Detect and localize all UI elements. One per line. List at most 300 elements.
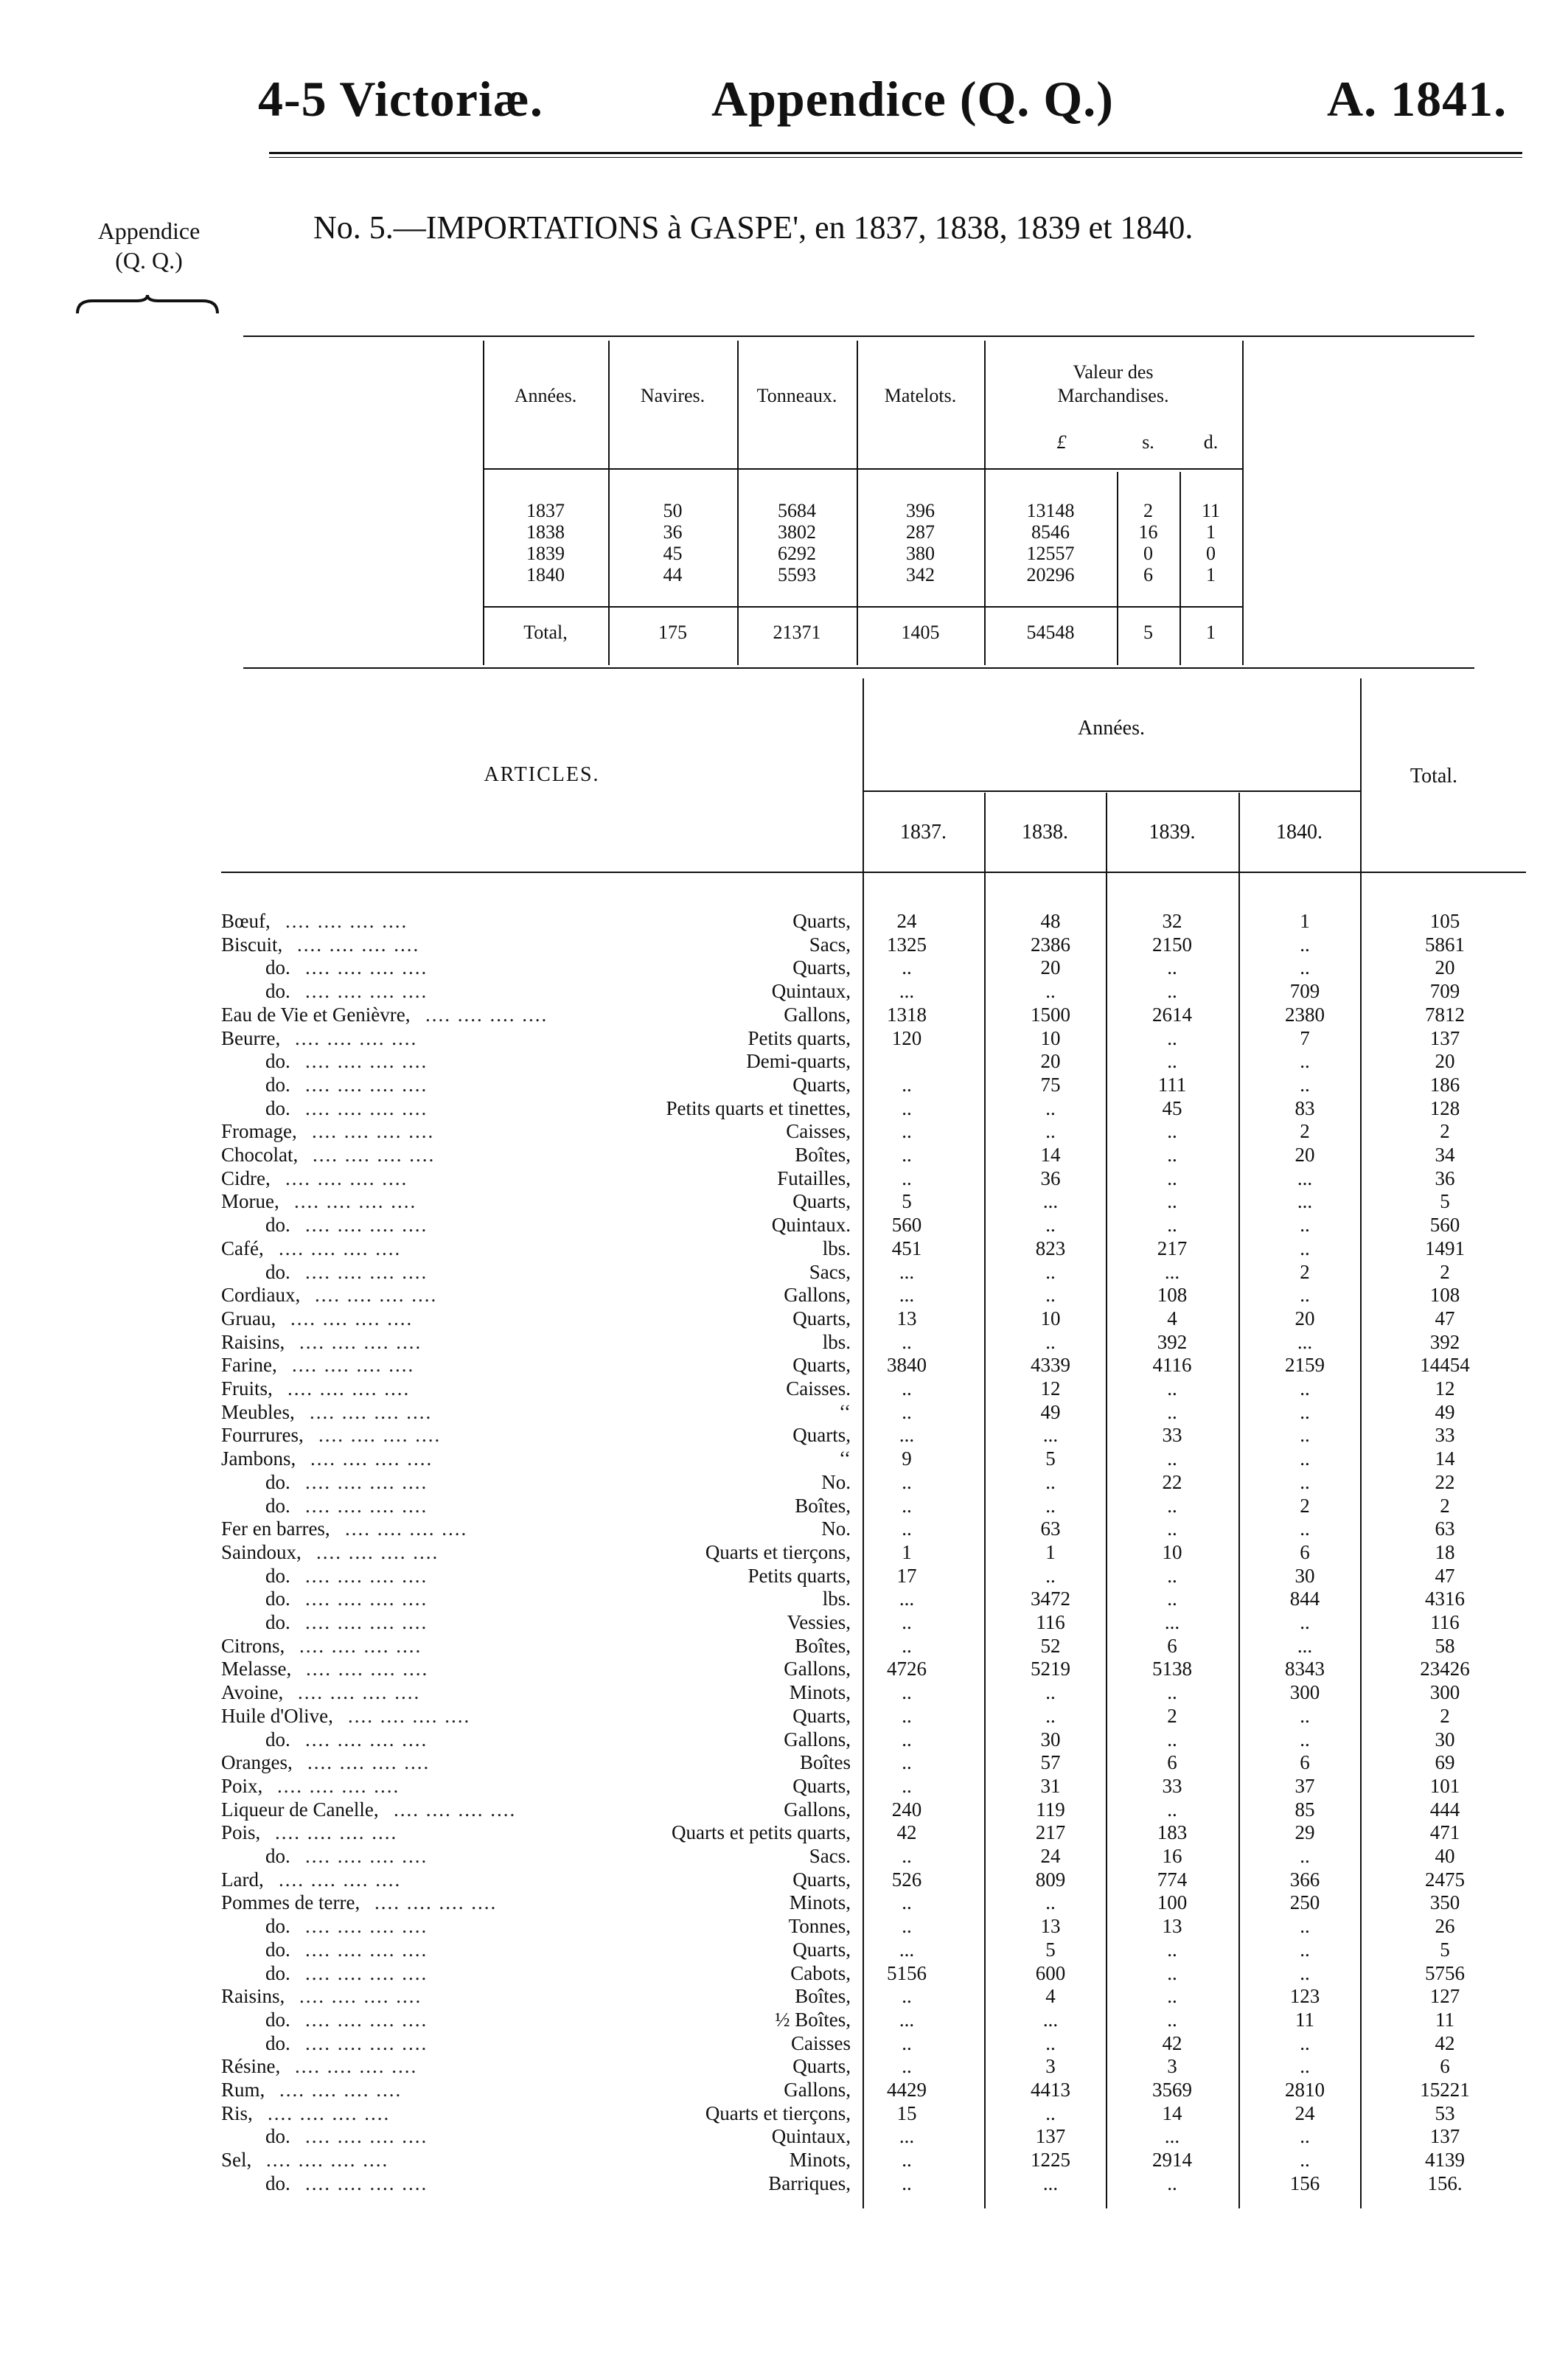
value-total: 2475 <box>1425 1868 1465 1891</box>
leader-dots: .... .... .... .... <box>305 1611 428 1633</box>
article-unit: Minots, <box>789 1681 851 1704</box>
article-unit: ‘‘ <box>839 1400 851 1423</box>
value-1840: ... <box>1297 1167 1313 1189</box>
leader-dots: .... .... .... .... <box>374 1891 498 1914</box>
article-unit: No. <box>821 1517 851 1540</box>
value-1839: 217 <box>1157 1237 1188 1259</box>
value-1840: 20 <box>1295 1144 1315 1166</box>
summary-pence: 11 <box>1201 500 1221 521</box>
value-1837: 1318 <box>887 1003 927 1026</box>
article-unit: Quarts, <box>792 910 851 932</box>
col-annees: Années. <box>514 385 577 406</box>
table-row <box>0 1400 1568 1424</box>
table-row <box>0 1798 1568 1821</box>
leader-dots: .... .... .... .... <box>305 1915 428 1938</box>
summary-total-shillings: 5 <box>1143 622 1153 643</box>
value-total: 12 <box>1435 1377 1455 1400</box>
value-1838: 5219 <box>1031 1658 1070 1680</box>
leader-dots: .... .... .... .... <box>288 1377 411 1400</box>
value-total: 7812 <box>1425 1003 1465 1026</box>
summary-pence: 1 <box>1206 521 1216 543</box>
leader-dots: .... .... .... .... <box>299 1634 422 1657</box>
value-1840: 30 <box>1295 1564 1315 1587</box>
value-1839: 4 <box>1167 1307 1177 1329</box>
value-total: 101 <box>1429 1774 1460 1797</box>
article-unit: Quarts, <box>792 1424 851 1447</box>
article-name: Bœuf, <box>221 910 271 932</box>
article-name: Chocolat, <box>221 1144 299 1166</box>
header-rule <box>269 152 1522 154</box>
value-total: 14 <box>1435 1447 1455 1470</box>
value-1840: 2810 <box>1285 2079 1325 2101</box>
table-row <box>0 1680 1568 1704</box>
table-row <box>0 1307 1568 1330</box>
article-unit: Quarts, <box>792 2055 851 2078</box>
value-1839: 183 <box>1157 1821 1188 1844</box>
summary-bottom-rule <box>243 667 1474 669</box>
value-1837: .. <box>902 1494 912 1517</box>
value-total: 22 <box>1435 1470 1455 1493</box>
value-1837: ... <box>899 1260 915 1283</box>
value-1839: .. <box>1167 1728 1177 1751</box>
leader-dots: .... .... .... .... <box>316 1540 439 1563</box>
table-row <box>0 1377 1568 1400</box>
value-1838: 52 <box>1040 1634 1061 1657</box>
value-1839: .. <box>1167 1377 1177 1400</box>
article-name: Liqueur de Canelle, <box>221 1798 379 1821</box>
value-total: 444 <box>1429 1798 1460 1821</box>
leader-dots: .... .... .... .... <box>290 1307 414 1329</box>
value-1837: .. <box>902 2172 912 2194</box>
value-1837: .. <box>902 1330 912 1353</box>
value-total: 47 <box>1435 1307 1455 1329</box>
value-1840: 6 <box>1300 1540 1310 1563</box>
value-1840: .. <box>1300 1237 1310 1259</box>
year-1837: 1837. <box>900 821 947 844</box>
table-row <box>0 2031 1568 2055</box>
article-name: Meubles, <box>221 1400 295 1423</box>
value-1837: .. <box>902 1681 912 1704</box>
value-total: 36 <box>1435 1167 1455 1189</box>
value-1840: ... <box>1297 1330 1313 1353</box>
value-1839: .. <box>1167 2008 1177 2031</box>
col-shillings: s. <box>1142 431 1154 453</box>
value-1839: 111 <box>1157 1073 1187 1096</box>
value-1837: .. <box>902 1751 912 1774</box>
value-1839: 392 <box>1157 1330 1188 1353</box>
table-row <box>0 2078 1568 2101</box>
value-1840: 2 <box>1300 1120 1310 1143</box>
value-1839: .. <box>1167 1447 1177 1470</box>
summary-year: 1838 <box>526 521 565 543</box>
value-total: 15221 <box>1420 2079 1470 2101</box>
value-1838: 823 <box>1035 1237 1066 1259</box>
table-row <box>0 1610 1568 1634</box>
value-1837: .. <box>902 1845 912 1867</box>
value-1838: 5 <box>1045 1447 1056 1470</box>
table-row <box>0 1704 1568 1728</box>
value-1837: 3840 <box>887 1354 927 1377</box>
leader-dots: .... .... .... .... <box>299 1985 422 2008</box>
value-1840: 2159 <box>1285 1354 1325 1377</box>
value-1838: 49 <box>1040 1400 1061 1423</box>
value-total: 6 <box>1440 2055 1450 2078</box>
article-name: Raisins, <box>221 1985 285 2008</box>
value-1840: .. <box>1300 1915 1310 1938</box>
value-1837: 1325 <box>887 933 927 956</box>
article-unit: Sacs. <box>809 1845 851 1867</box>
summary-vline <box>1242 341 1244 665</box>
article-name: Ris, <box>221 2101 253 2124</box>
article-unit: Petits quarts, <box>748 1564 851 1587</box>
value-1839: 10 <box>1162 1540 1182 1563</box>
value-1837: .. <box>902 1470 912 1493</box>
article-unit: Quarts, <box>792 1190 851 1213</box>
value-1840: .. <box>1300 1377 1310 1400</box>
table-row <box>0 1728 1568 1751</box>
article-name: Pois, <box>221 1821 261 1844</box>
value-1839: .. <box>1167 1050 1177 1073</box>
col-navires: Navires. <box>640 385 705 406</box>
leader-dots: .... .... .... .... <box>305 1260 428 1283</box>
article-unit: Gallons, <box>784 1658 851 1680</box>
value-1839: 3 <box>1167 2055 1177 2078</box>
article-unit: Caisses, <box>786 1120 851 1143</box>
article-name: do. <box>265 1845 290 1867</box>
summary-ships: 36 <box>663 521 683 543</box>
article-unit: No. <box>821 1470 851 1493</box>
value-1838: 20 <box>1040 1050 1061 1073</box>
value-1839: 2914 <box>1152 2149 1192 2172</box>
value-1840: .. <box>1300 1938 1310 1961</box>
value-1838: .. <box>1045 1891 1056 1914</box>
page-title: No. 5.—IMPORTATIONS à GASPE', en 1837, 1838, 1839 et 1840. <box>313 209 1194 246</box>
value-1839: 42 <box>1162 2031 1182 2054</box>
article-unit: Quarts et tierçons, <box>705 2101 851 2124</box>
table-row <box>0 1494 1568 1517</box>
value-1839: 16 <box>1162 1845 1182 1867</box>
value-1839: .. <box>1167 1985 1177 2008</box>
leader-dots: .... .... .... .... <box>305 1845 428 1867</box>
leader-dots: .... .... .... .... <box>305 2031 428 2054</box>
article-name: Lard, <box>221 1868 264 1891</box>
value-1838: .. <box>1045 2101 1056 2124</box>
article-name: do. <box>265 2008 290 2031</box>
value-total: 5861 <box>1425 933 1465 956</box>
value-total: 23426 <box>1420 1658 1470 1680</box>
leader-dots: .... .... .... .... <box>305 1073 428 1096</box>
value-1840: 8343 <box>1285 1658 1325 1680</box>
table-row <box>0 1353 1568 1377</box>
summary-sailors: 396 <box>906 500 935 521</box>
table-row <box>0 2054 1568 2078</box>
article-unit: Gallons, <box>784 1798 851 1821</box>
value-1839: 2614 <box>1152 1003 1192 1026</box>
value-1840: .. <box>1300 1728 1310 1751</box>
value-1837: .. <box>902 2055 912 2078</box>
value-total: 42 <box>1435 2031 1455 2054</box>
value-1837: 24 <box>896 910 917 932</box>
summary-total-pounds: 54548 <box>1026 622 1075 643</box>
value-1840: .. <box>1300 1470 1310 1493</box>
table-row <box>0 1237 1568 1260</box>
value-1837: .. <box>902 1144 912 1166</box>
table-row <box>0 1564 1568 1588</box>
value-1838: .. <box>1045 1120 1056 1143</box>
summary-pence: 1 <box>1206 564 1216 585</box>
value-total: 49 <box>1435 1400 1455 1423</box>
article-unit: Barriques, <box>768 2172 851 2194</box>
value-1840: 2380 <box>1285 1003 1325 1026</box>
leader-dots: .... .... .... .... <box>425 1003 548 1026</box>
article-name: do. <box>265 1073 290 1096</box>
article-name: do. <box>265 1050 290 1073</box>
years-subrule <box>863 790 1360 792</box>
value-1838: 1 <box>1045 1540 1056 1563</box>
table-row <box>0 1844 1568 1868</box>
summary-total-ships: 175 <box>658 622 687 643</box>
value-1837: 42 <box>896 1821 917 1844</box>
value-1837: .. <box>902 956 912 979</box>
value-1839: 100 <box>1157 1891 1188 1914</box>
year-1838: 1838. <box>1022 821 1068 844</box>
article-name: Morue, <box>221 1190 279 1213</box>
table-row <box>0 1517 1568 1540</box>
value-1838: 3472 <box>1031 1588 1070 1610</box>
value-1840: 709 <box>1289 980 1320 1003</box>
leader-dots: .... .... .... .... <box>305 1728 428 1751</box>
value-1837: ... <box>899 980 915 1003</box>
value-1838: 4 <box>1045 1985 1056 2008</box>
value-1838: 31 <box>1040 1774 1061 1797</box>
value-1837: 13 <box>896 1307 917 1329</box>
table-row <box>0 1167 1568 1190</box>
table-row <box>0 2101 1568 2125</box>
value-total: 26 <box>1435 1915 1455 1938</box>
value-total: 709 <box>1429 980 1460 1003</box>
value-1840: ... <box>1297 1190 1313 1213</box>
value-1839: .. <box>1167 1400 1177 1423</box>
value-total: 4139 <box>1425 2149 1465 2172</box>
value-total: 137 <box>1429 1026 1460 1049</box>
value-total: 127 <box>1429 1985 1460 2008</box>
article-unit: Quarts, <box>792 1073 851 1096</box>
article-unit: Quarts, <box>792 1354 851 1377</box>
value-1840: .. <box>1300 1424 1310 1447</box>
article-unit: Caisses <box>791 2031 851 2054</box>
value-total: 40 <box>1435 1845 1455 1867</box>
leader-dots: .... .... .... .... <box>318 1424 442 1447</box>
value-total: 69 <box>1435 1751 1455 1774</box>
summary-year: 1840 <box>526 564 565 585</box>
value-1837: .. <box>902 1634 912 1657</box>
article-name: Farine, <box>221 1354 277 1377</box>
value-1840: 29 <box>1295 1821 1315 1844</box>
table-row <box>0 1143 1568 1167</box>
leader-dots: .... .... .... .... <box>305 2125 428 2148</box>
article-unit: Boîtes, <box>795 1634 851 1657</box>
value-1840: 6 <box>1300 1751 1310 1774</box>
leader-dots: .... .... .... .... <box>312 1120 435 1143</box>
value-1837: ... <box>899 1284 915 1307</box>
leader-dots: .... .... .... .... <box>313 1144 436 1166</box>
value-1840: .. <box>1300 1400 1310 1423</box>
table-row <box>0 1891 1568 1914</box>
table-row <box>0 1821 1568 1844</box>
leader-dots: .... .... .... .... <box>299 1330 422 1353</box>
value-1839: 13 <box>1162 1915 1182 1938</box>
article-unit: ½ Boîtes, <box>775 2008 851 2031</box>
table-row <box>0 1470 1568 1494</box>
value-total: 108 <box>1429 1284 1460 1307</box>
value-total: 5756 <box>1425 1961 1465 1984</box>
article-unit: lbs. <box>822 1330 851 1353</box>
table-row <box>0 1330 1568 1354</box>
table-row <box>0 1868 1568 1891</box>
leader-dots: .... .... .... .... <box>277 1774 400 1797</box>
table-row <box>0 2008 1568 2031</box>
value-1838: 809 <box>1035 1868 1066 1891</box>
article-unit: Quintaux. <box>771 1214 851 1237</box>
value-1840: .. <box>1300 1050 1310 1073</box>
article-name: do. <box>265 1096 290 1119</box>
article-unit: Quarts, <box>792 1774 851 1797</box>
value-1837: 560 <box>891 1214 922 1237</box>
value-total: 560 <box>1429 1214 1460 1237</box>
years-header: Années. <box>1078 717 1145 740</box>
value-1837: .. <box>902 1400 912 1423</box>
value-1839: .. <box>1167 1120 1177 1143</box>
leader-dots: .... .... .... .... <box>348 1704 471 1727</box>
value-1840: .. <box>1300 956 1310 979</box>
value-1837: .. <box>902 1120 912 1143</box>
summary-total-tons: 21371 <box>773 622 821 643</box>
summary-pence: 0 <box>1206 543 1216 564</box>
summary-top-rule <box>243 336 1474 337</box>
table-row <box>0 1213 1568 1237</box>
article-name: Huile d'Olive, <box>221 1704 333 1727</box>
value-1838: 12 <box>1040 1377 1061 1400</box>
header-rule-thin <box>269 157 1522 158</box>
table-row <box>0 1984 1568 2008</box>
value-1839: .. <box>1167 2172 1177 2194</box>
value-total: 33 <box>1435 1424 1455 1447</box>
value-total: 350 <box>1429 1891 1460 1914</box>
value-1839: 22 <box>1162 1470 1182 1493</box>
value-1839: .. <box>1167 1517 1177 1540</box>
value-1837: .. <box>902 1517 912 1540</box>
value-total: 34 <box>1435 1144 1455 1166</box>
col-valeur-1: Valeur des <box>1073 361 1154 383</box>
summary-shillings: 2 <box>1143 500 1153 521</box>
article-unit: Boîtes <box>799 1751 851 1774</box>
summary-pounds: 8546 <box>1031 521 1070 543</box>
value-1840: .. <box>1300 1447 1310 1470</box>
value-1840: 1 <box>1300 910 1310 932</box>
article-name: do. <box>265 1564 290 1587</box>
value-1838: .. <box>1045 1284 1056 1307</box>
value-total: 63 <box>1435 1517 1455 1540</box>
value-1838: .. <box>1045 1470 1056 1493</box>
value-1838: 4413 <box>1031 2079 1070 2101</box>
value-1837: 4726 <box>887 1658 927 1680</box>
table-row <box>0 1540 1568 1564</box>
summary-sailors: 380 <box>906 543 935 564</box>
value-total: 137 <box>1429 2125 1460 2148</box>
value-total: 5 <box>1440 1190 1450 1213</box>
leader-dots: .... .... .... .... <box>310 1400 433 1423</box>
article-unit: Minots, <box>789 1891 851 1914</box>
value-1839: .. <box>1167 1214 1177 1237</box>
value-total: 2 <box>1440 1120 1450 1143</box>
article-name: Café, <box>221 1237 264 1259</box>
article-unit: Quarts, <box>792 1704 851 1727</box>
value-total: 20 <box>1435 1050 1455 1073</box>
value-total: 186 <box>1429 1073 1460 1096</box>
summary-shillings: 0 <box>1143 543 1153 564</box>
value-1840: 123 <box>1289 1985 1320 2008</box>
value-1840: 85 <box>1295 1798 1315 1821</box>
value-1837: .. <box>902 1891 912 1914</box>
leader-dots: .... .... .... .... <box>295 2055 418 2078</box>
value-1838: 2386 <box>1031 933 1070 956</box>
value-1840: .. <box>1300 1284 1310 1307</box>
article-name: do. <box>265 980 290 1003</box>
article-name: do. <box>265 1915 290 1938</box>
col-tonneaux: Tonneaux. <box>756 385 837 406</box>
value-1840: 20 <box>1295 1307 1315 1329</box>
value-1837: ... <box>899 1424 915 1447</box>
article-name: do. <box>265 1470 290 1493</box>
table-row <box>0 1260 1568 1284</box>
articles-header-rule <box>221 872 1526 873</box>
summary-pounds: 12557 <box>1026 543 1075 564</box>
article-unit: Boîtes, <box>795 1144 851 1166</box>
value-1838: 36 <box>1040 1167 1061 1189</box>
article-name: Fruits, <box>221 1377 273 1400</box>
col-pence: d. <box>1203 431 1219 453</box>
value-1837: .. <box>902 1167 912 1189</box>
value-1840: 83 <box>1295 1096 1315 1119</box>
article-name: Fromage, <box>221 1120 297 1143</box>
article-unit: Gallons, <box>784 1003 851 1026</box>
article-unit: Quintaux, <box>771 2125 851 2148</box>
value-1839: 3569 <box>1152 2079 1192 2101</box>
value-1839: 6 <box>1167 1751 1177 1774</box>
value-1838: ... <box>1042 1424 1059 1447</box>
article-unit: lbs. <box>822 1237 851 1259</box>
col-pounds: £ <box>1056 431 1067 453</box>
value-total: 5 <box>1440 1938 1450 1961</box>
value-total: 392 <box>1429 1330 1460 1353</box>
summary-total-pence: 1 <box>1206 622 1216 643</box>
article-name: Biscuit, <box>221 933 283 956</box>
summary-tons: 6292 <box>778 543 816 564</box>
value-1837: ... <box>899 2008 915 2031</box>
article-unit: Tonnes, <box>788 1915 851 1938</box>
summary-pounds: 13148 <box>1026 500 1075 521</box>
value-total: 53 <box>1435 2101 1455 2124</box>
value-1838: 20 <box>1040 956 1061 979</box>
article-name: do. <box>265 1728 290 1751</box>
value-1837: 5156 <box>887 1961 927 1984</box>
value-1840: .. <box>1300 1611 1310 1633</box>
value-1839: 4116 <box>1152 1354 1192 1377</box>
summary-total-label: Total, <box>523 622 568 643</box>
value-1838: 600 <box>1035 1961 1066 1984</box>
leader-dots: .... .... .... .... <box>298 1681 421 1704</box>
value-1839: .. <box>1167 1938 1177 1961</box>
